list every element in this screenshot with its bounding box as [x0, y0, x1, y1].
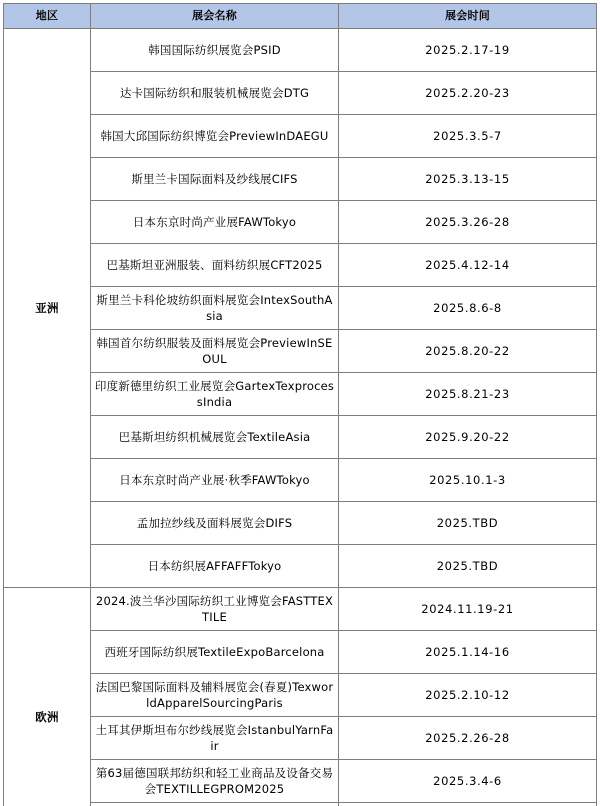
exhibition-time-cell: 2025.9.20-22	[339, 416, 597, 459]
exhibition-name-cell: 达卡国际纺织和服装机械展览会DTG	[91, 72, 339, 115]
exhibition-name-cell: 土耳其伊斯坦布尔纱线展览会IstanbulYarnFair	[91, 717, 339, 760]
exhibition-time-cell: 2025.10.1-3	[339, 459, 597, 502]
exhibition-time-cell: 2025.3.13-15	[339, 158, 597, 201]
exhibition-time-cell: 2024.11.19-21	[339, 588, 597, 631]
exhibition-name-cell: 巴基斯坦亚洲服装、面料纺织展CFT2025	[91, 244, 339, 287]
region-cell: 亚洲	[4, 29, 91, 588]
exhibition-time-cell	[339, 803, 597, 806]
table-row	[4, 373, 597, 416]
table-row	[4, 244, 597, 287]
exhibition-time-cell: 2025.3.26-28	[339, 201, 597, 244]
table-row	[4, 760, 597, 803]
exhibition-table	[3, 3, 597, 806]
table-row	[4, 330, 597, 373]
table-body	[4, 29, 597, 806]
table-row	[4, 631, 597, 674]
region-cell: 欧洲	[4, 588, 91, 806]
time-column-header: 展会时间	[339, 4, 597, 29]
exhibition-name-cell: 日本东京时尚产业展FAWTokyo	[91, 201, 339, 244]
exhibition-time-cell: 2025.8.21-23	[339, 373, 597, 416]
table-row	[4, 158, 597, 201]
exhibition-name-cell: 巴基斯坦纺织机械展览会TextileAsia	[91, 416, 339, 459]
exhibition-time-cell: 2025.3.5-7	[339, 115, 597, 158]
exhibition-name-cell: 第63届德国联邦纺织和轻工业商品及设备交易会TEXTILLEGPROM2025	[91, 760, 339, 803]
exhibition-name-cell: 韩国大邱国际纺织博览会PreviewInDAEGU	[91, 115, 339, 158]
table-row	[4, 72, 597, 115]
exhibition-name-cell: 孟加拉纱线及面料展览会DIFS	[91, 502, 339, 545]
exhibition-name-cell: 法国巴黎国际面料及辅料展览会(春夏)TexworldApparelSourcingParis	[91, 674, 339, 717]
exhibition-name-cell: 西班牙国际纺织展TextileExpoBarcelona	[91, 631, 339, 674]
exhibition-name-cell	[91, 803, 339, 806]
table-row	[4, 674, 597, 717]
exhibition-name-cell: 斯里兰卡国际面料及纱线展CIFS	[91, 158, 339, 201]
exhibition-name-cell: 印度新德里纺织工业展览会GartexTexprocessIndia	[91, 373, 339, 416]
region-column-header: 地区	[4, 4, 91, 29]
table-row	[4, 803, 597, 806]
exhibition-time-cell: 2025.3.4-6	[339, 760, 597, 803]
exhibition-time-cell: 2025.8.6-8	[339, 287, 597, 330]
exhibition-time-cell: 2025.TBD	[339, 502, 597, 545]
exhibition-time-cell: 2025.2.10-12	[339, 674, 597, 717]
exhibition-name-cell: 韩国国际纺织展览会PSID	[91, 29, 339, 72]
table-row	[4, 201, 597, 244]
table-row	[4, 502, 597, 545]
exhibition-time-cell: 2025.2.26-28	[339, 717, 597, 760]
table-row	[4, 545, 597, 588]
header-row	[4, 4, 597, 29]
exhibition-name-cell: 斯里兰卡科伦坡纺织面料展览会IntexSouthAsia	[91, 287, 339, 330]
table-header	[4, 4, 597, 29]
table-row	[4, 29, 597, 72]
exhibition-time-cell: 2025.2.20-23	[339, 72, 597, 115]
table-row	[4, 588, 597, 631]
exhibition-time-cell: 2025.2.17-19	[339, 29, 597, 72]
exhibition-time-cell: 2025.1.14-16	[339, 631, 597, 674]
exhibition-time-cell: 2025.8.20-22	[339, 330, 597, 373]
exhibition-name-cell: 韩国首尔纺织服装及面料展览会PreviewInSEOUL	[91, 330, 339, 373]
table-row	[4, 416, 597, 459]
table-row	[4, 717, 597, 760]
table-row	[4, 287, 597, 330]
exhibition-name-cell: 日本东京时尚产业展·秋季FAWTokyo	[91, 459, 339, 502]
exhibition-name-cell: 日本纺织展AFFAFFTokyo	[91, 545, 339, 588]
exhibition-name-cell: 2024.波兰华沙国际纺织工业博览会FASTTEXTILE	[91, 588, 339, 631]
table-row	[4, 459, 597, 502]
table-row	[4, 115, 597, 158]
name-column-header: 展会名称	[91, 4, 339, 29]
exhibition-time-cell: 2025.4.12-14	[339, 244, 597, 287]
exhibition-time-cell: 2025.TBD	[339, 545, 597, 588]
